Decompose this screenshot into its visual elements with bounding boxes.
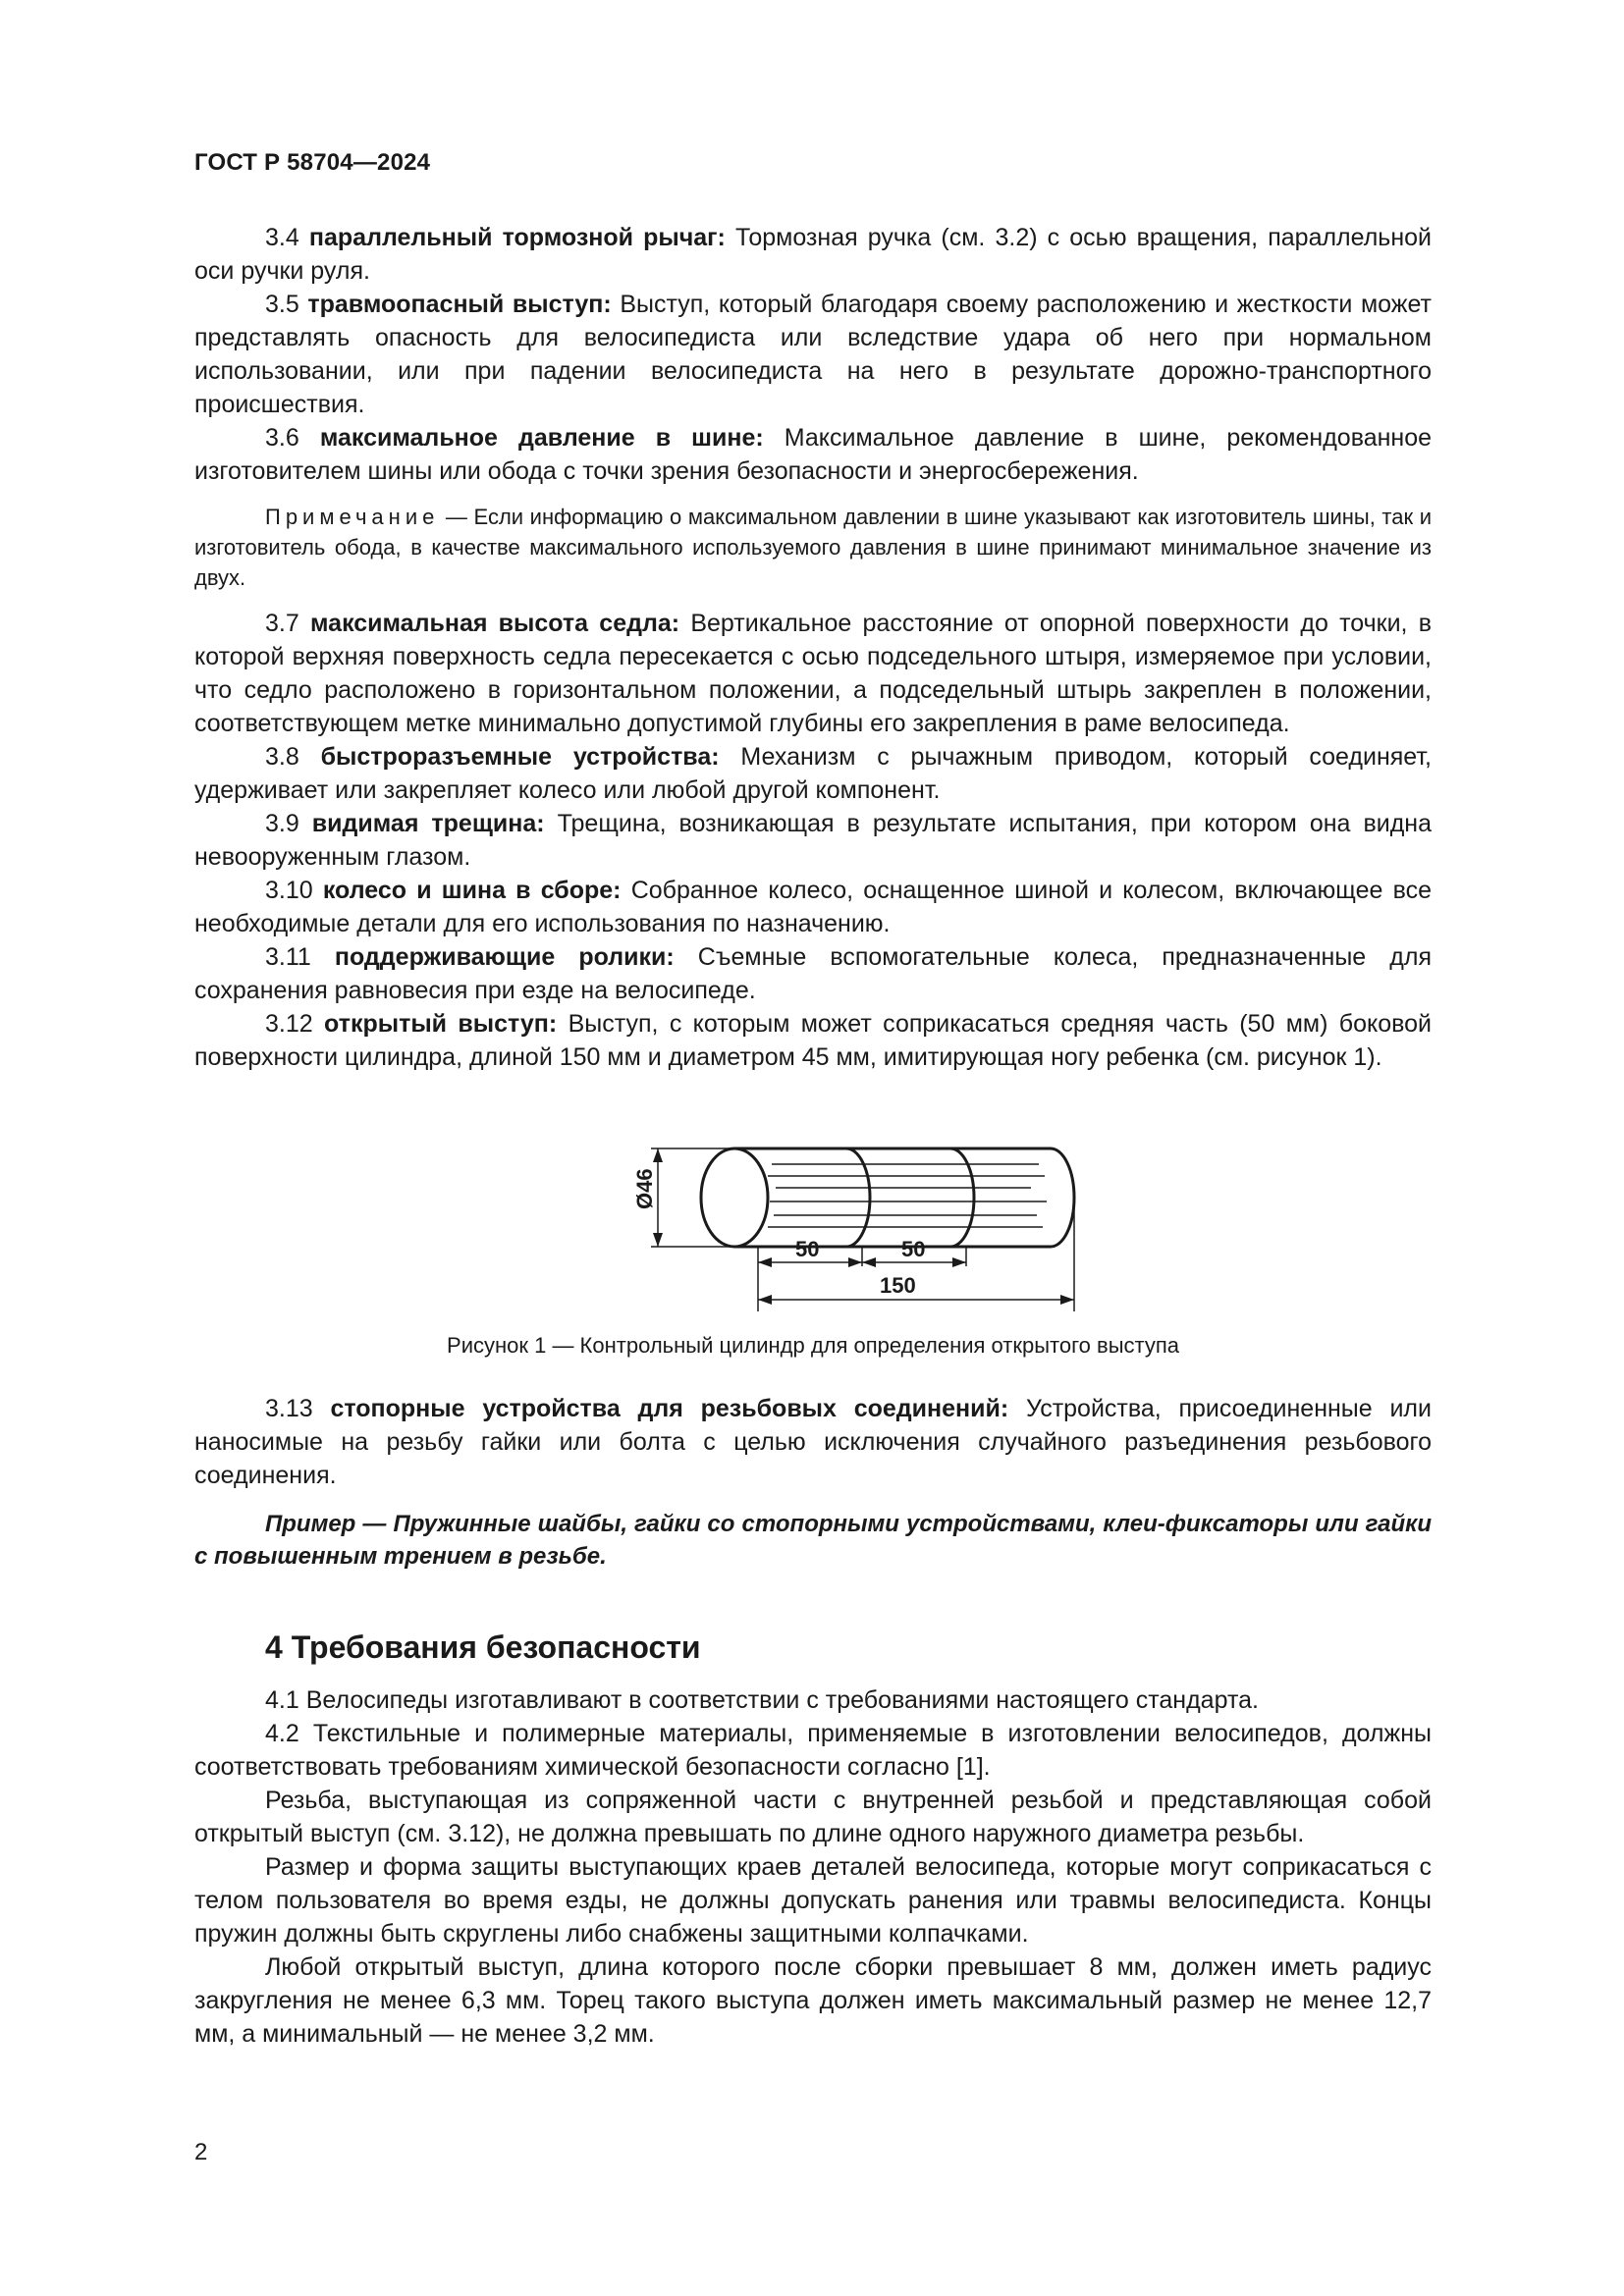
dimension-50-second: 50 — [901, 1237, 926, 1261]
page-body — [194, 221, 1432, 2051]
dimension-50-first: 50 — [795, 1237, 820, 1261]
section-arc-1 — [846, 1148, 870, 1247]
section-arc-2 — [950, 1148, 974, 1247]
dimension-150-total: 150 — [880, 1273, 916, 1298]
definition-3-12: 3.12 открытый выступ: Выступ, с которым может соприкасаться средняя часть (50 мм) боковой поверхности цилиндра, длиной 150 мм и диаметром 45 мм, имитирующая ногу ребенка (см. рисунок 1). — [194, 1010, 1432, 1071]
cylinder-back-edge — [1051, 1148, 1074, 1247]
paragraph-4-2: 4.2 Текстильные и полимерные материалы, применяемые в изготовлении велосипедов, должны соответствовать требованиям химической безопасности согласно [1]. — [194, 1720, 1432, 1781]
definition-3-11: 3.11 поддерживающие ролики: Съемные вспомогательные колеса, предназначенные для сохранения равновесия при езде на велосипеде. — [194, 943, 1432, 1004]
definition-3-7: 3.7 максимальная высота седла: Вертикальное расстояние от опорной поверхности до точки, в которой верхняя поверхность седла пересекается с осью подседельного штыря, измеряемое при условии, что седло расположено в горизонтальном положении, а подседельный штырь закреплен в положении, соответствующем метке минимально допустимой глубины его закрепления в раме велосипеда. — [194, 610, 1433, 737]
note-text: — Если информацию о максимальном давлении в шине указывают как изготовитель шины, так и изготовитель обода, в качестве максимального используемого давления в шине принимают минимальное значение из двух. — [194, 505, 1432, 590]
figure-caption: Рисунок 1 — Контрольный цилиндр для определения открытого выступа — [447, 1333, 1179, 1358]
definition-3-9: 3.9 видимая трещина: Трещина, возникающая в результате испытания, при котором она видна невооруженным глазом. — [194, 810, 1433, 871]
definition-3-13: 3.13 стопорные устройства для резьбовых соединений: Устройства, присоединенные или наносимые на резьбу гайки или болта с целью исключения случайного разъединения резьбового соединения. — [194, 1395, 1432, 1489]
example: Пример — Пружинные шайбы, гайки со стопорными устройствами, клеи-фиксаторы или гайки с повышенным трением в резьбе. — [194, 1511, 1432, 1570]
diameter-dimension — [651, 1148, 732, 1247]
diameter-label: Ø46 — [632, 1168, 657, 1209]
definition-3-8: 3.8 быстроразъемные устройства: Механизм с рычажным приводом, который соединяет, удерживает или закрепляет колесо или любой другой компонент. — [194, 743, 1432, 804]
definition-3-6: 3.6 максимальное давление в шине: Максимальное давление в шине, рекомендованное изготовителем шины или обода с точки зрения безопасности и энергосбережения. — [194, 424, 1433, 485]
note — [194, 502, 1432, 593]
definition-3-10: 3.10 колесо и шина в сборе: Собранное колесо, оснащенное шиной и колесом, включающее все необходимые детали для его использования по назначению. — [194, 877, 1432, 937]
cylinder-drawing — [194, 1119, 1432, 1315]
cylinder-front-face — [701, 1148, 768, 1247]
paragraph-thread: Резьба, выступающая из сопряженной части с внутренней резьбой и представляющая собой открытый выступ (см. 3.12), не должна превышать по длине одного наружного диаметра резьбы. — [194, 1787, 1432, 1847]
cylinder-shading — [768, 1164, 1047, 1227]
document-header: ГОСТ Р 58704—2024 — [194, 149, 431, 176]
figure-1-cylinder — [194, 1119, 1432, 1315]
page-number: 2 — [194, 2139, 208, 2165]
paragraph-4-1: 4.1 Велосипеды изготавливают в соответствии с требованиями настоящего стандарта. — [265, 1686, 1259, 1714]
paragraph-open-protrusion: Любой открытый выступ, длина которого после сборки превышает 8 мм, должен иметь радиус закругления не менее 6,3 мм. Торец такого выступа должен иметь максимальный размер не менее 12,7 мм, а минимальный — не менее 3,2 мм. — [194, 1953, 1432, 2048]
definition-3-5: 3.5 травмоопасный выступ: Выступ, который благодаря своему расположению и жесткости может представлять опасность для велосипедиста или вследствие удара об него при нормальном использовании, или при падении велосипедиста на него в результате дорожно-транспортного происшествия. — [194, 291, 1433, 418]
note-label: Примечание — [265, 505, 440, 529]
paragraph-edges: Размер и форма защиты выступающих краев деталей велосипеда, которые могут соприкасаться с телом пользователя во время езды, не должны допускать ранения или травмы велосипедиста. Концы пружин должны быть скруглены либо снабжены защитными колпачками. — [194, 1853, 1432, 1948]
section-4-title: 4 Требования безопасности — [265, 1629, 701, 1665]
definition-3-4: 3.4 параллельный тормозной рычаг: Тормозная ручка (см. 3.2) с осью вращения, параллельной оси ручки руля. — [194, 224, 1433, 285]
